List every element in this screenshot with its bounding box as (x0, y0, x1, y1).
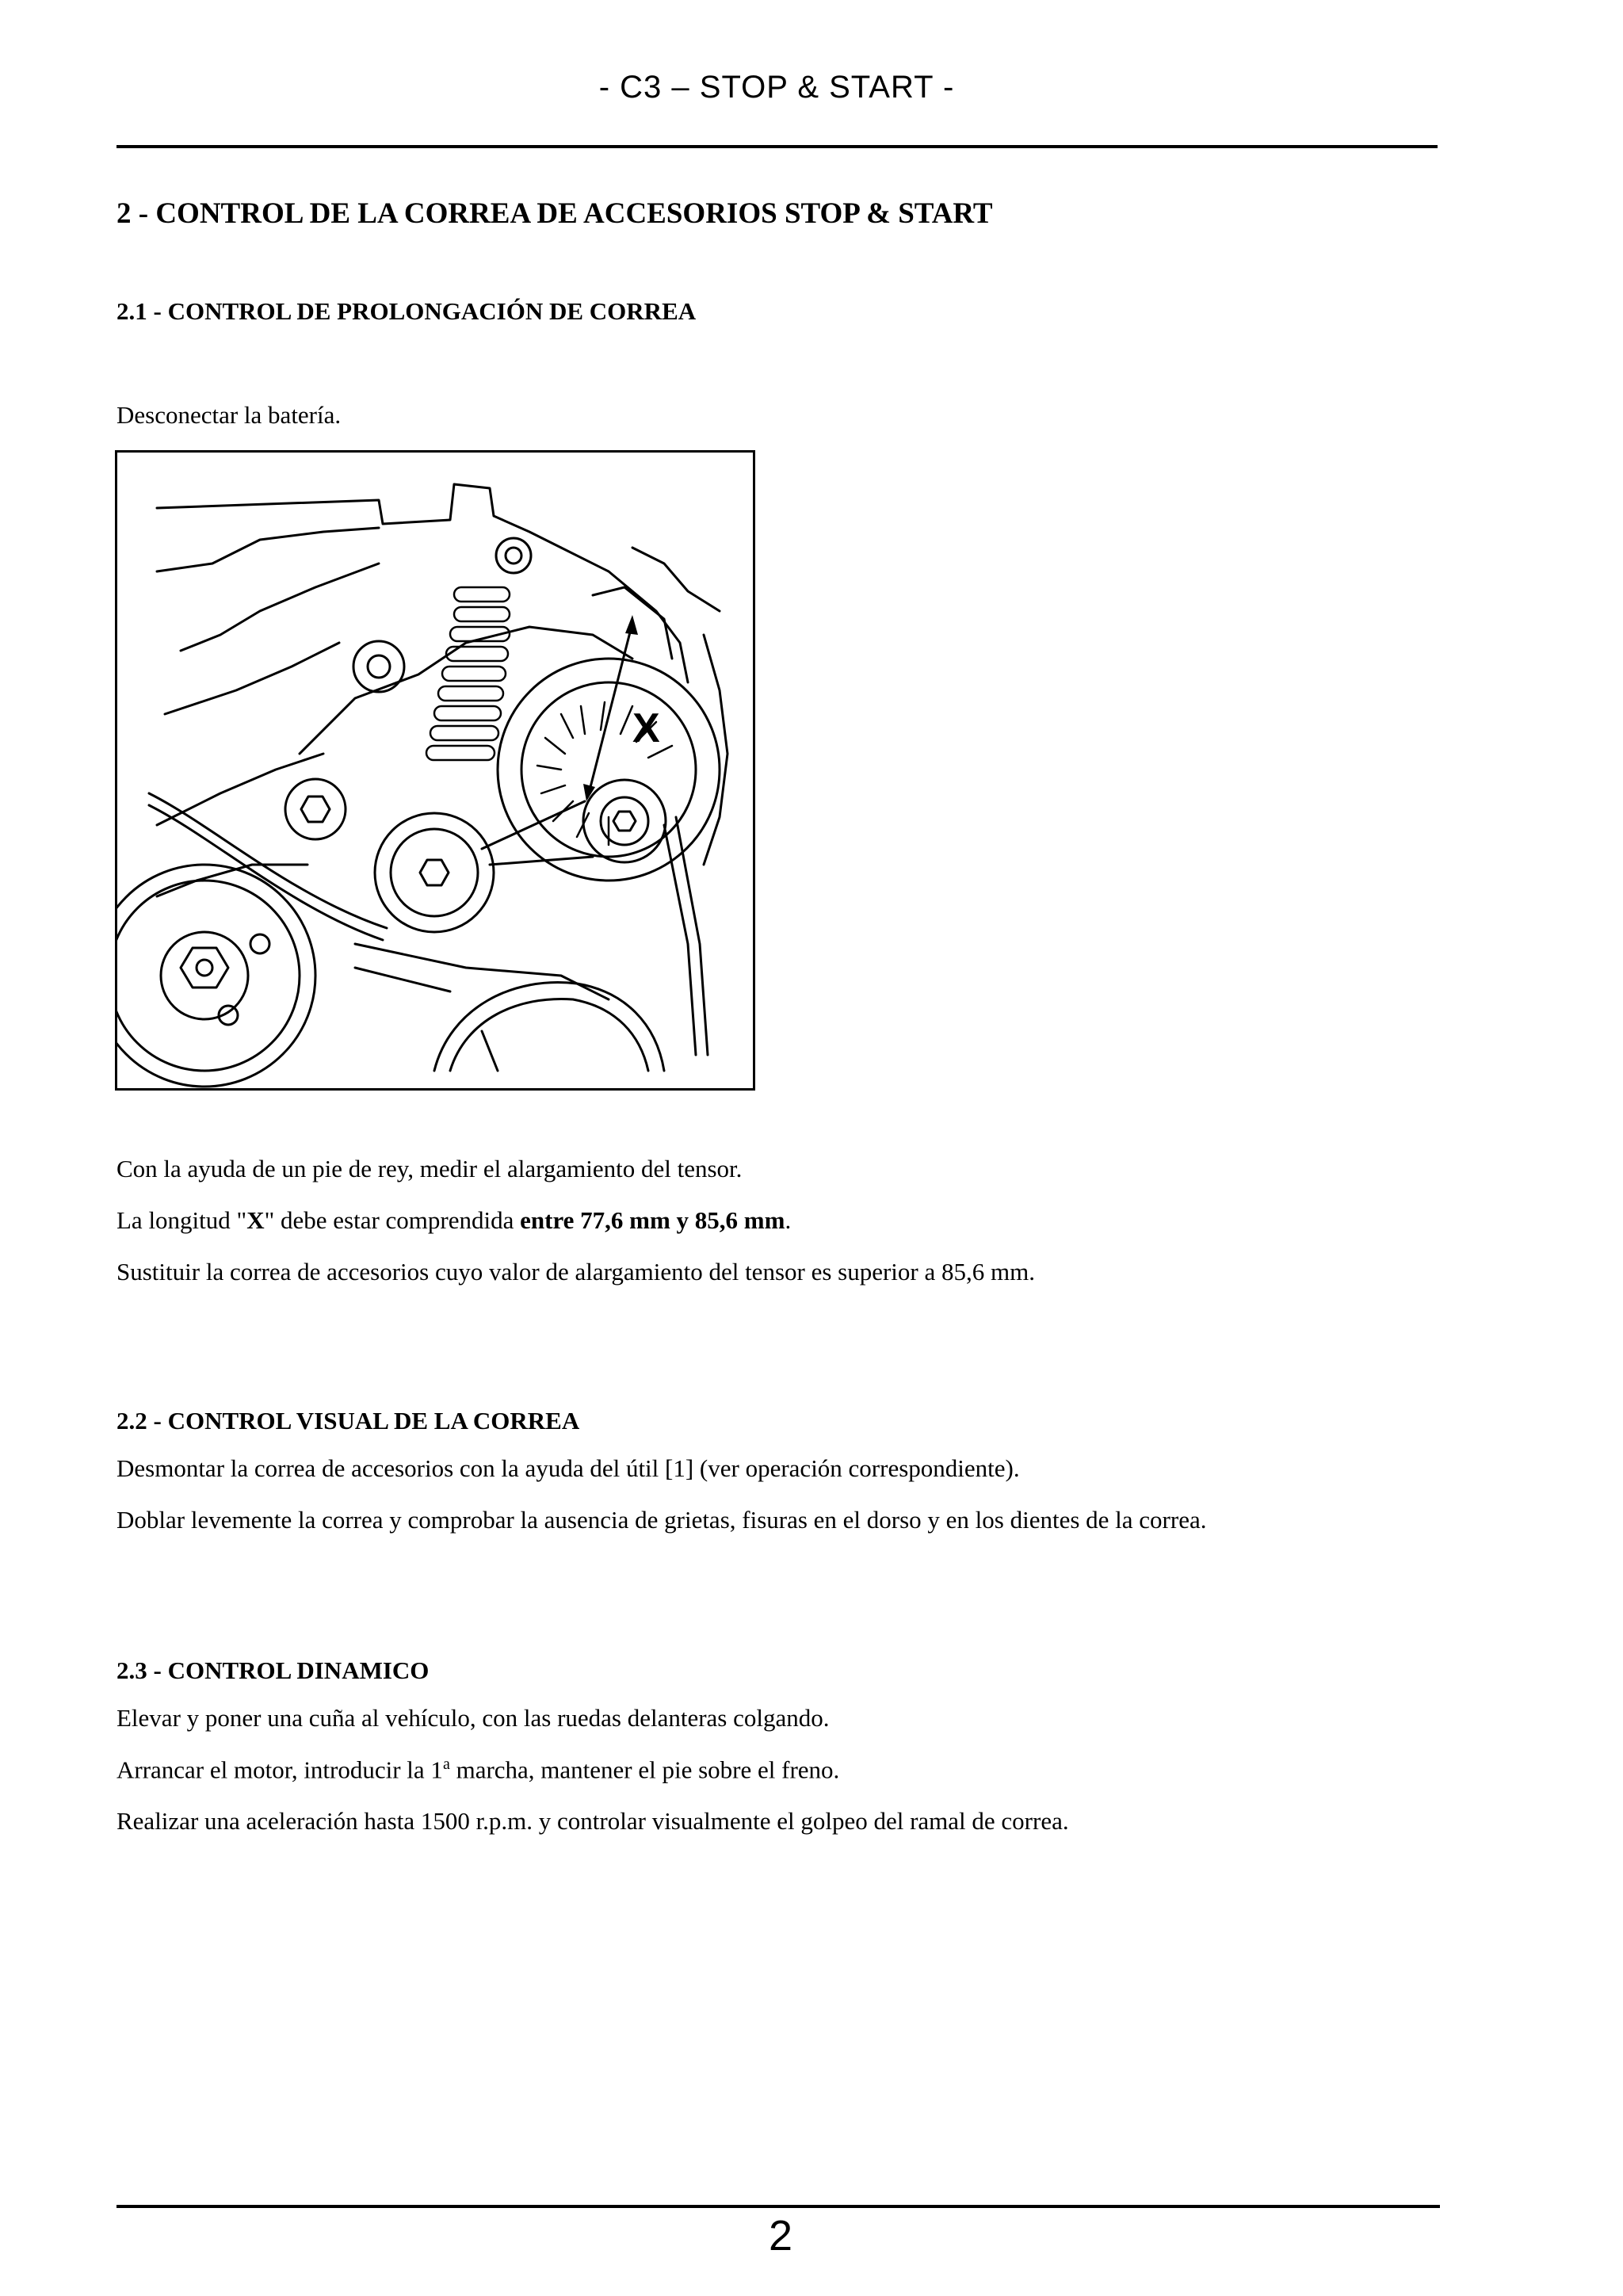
footer-divider (116, 2205, 1440, 2208)
subsection-heading-2-1: 2.1 - CONTROL DE PROLONGACIÓN DE CORREA (116, 297, 697, 325)
length-range-text-mid: " debe estar comprendida (264, 1206, 521, 1234)
subsection-heading-2-2: 2.2 - CONTROL VISUAL DE LA CORREA (116, 1407, 580, 1435)
instruction-remove-belt: Desmontar la correa de accesorios con la ayuda del útil [1] (ver operación correspondiente). (116, 1454, 1020, 1482)
first-gear-superscript: a (442, 1755, 450, 1773)
belt-tensioner-figure (115, 450, 755, 1091)
length-range-text-end: . (785, 1206, 792, 1234)
header-divider (116, 145, 1438, 148)
start-engine-text-post: marcha, mantener el pie sobre el freno. (449, 1755, 840, 1784)
start-engine-text-pre: Arrancar el motor, introducir la 1 (116, 1755, 443, 1784)
instruction-start-engine (116, 1755, 839, 1784)
instruction-inspect-belt: Doblar levemente la correa y comprobar la ausencia de grietas, fisuras en el dorso y en los dientes de la correa. (116, 1506, 1207, 1534)
length-range-text-pre: La longitud " (116, 1206, 247, 1234)
subsection-heading-2-3: 2.3 - CONTROL DINAMICO (116, 1656, 430, 1684)
length-range-values: entre 77,6 mm y 85,6 mm (520, 1206, 785, 1234)
instruction-measure: Con la ayuda de un pie de rey, medir el alargamiento del tensor. (116, 1155, 743, 1182)
section-title: 2 - CONTROL DE LA CORREA DE ACCESORIOS STOP & START (116, 197, 993, 230)
instruction-accelerate: Realizar una aceleración hasta 1500 r.p.m. y controlar visualmente el golpeo del ramal de correa. (116, 1807, 1069, 1835)
measurement-x-label: X (632, 705, 660, 751)
instruction-length-range (116, 1206, 791, 1235)
document-header: - C3 – STOP & START - (598, 70, 955, 105)
length-x-symbol: X (246, 1206, 265, 1234)
instruction-disconnect-battery: Desconectar la batería. (116, 401, 342, 429)
page-number: 2 (768, 2212, 793, 2260)
instruction-replace-belt: Sustituir la correa de accesorios cuyo valor de alargamiento del tensor es superior a 85,6 mm. (116, 1258, 1035, 1286)
engine-accessory-drive-drawing (117, 453, 753, 1088)
instruction-raise-vehicle: Elevar y poner una cuña al vehículo, con las ruedas delanteras colgando. (116, 1704, 830, 1732)
